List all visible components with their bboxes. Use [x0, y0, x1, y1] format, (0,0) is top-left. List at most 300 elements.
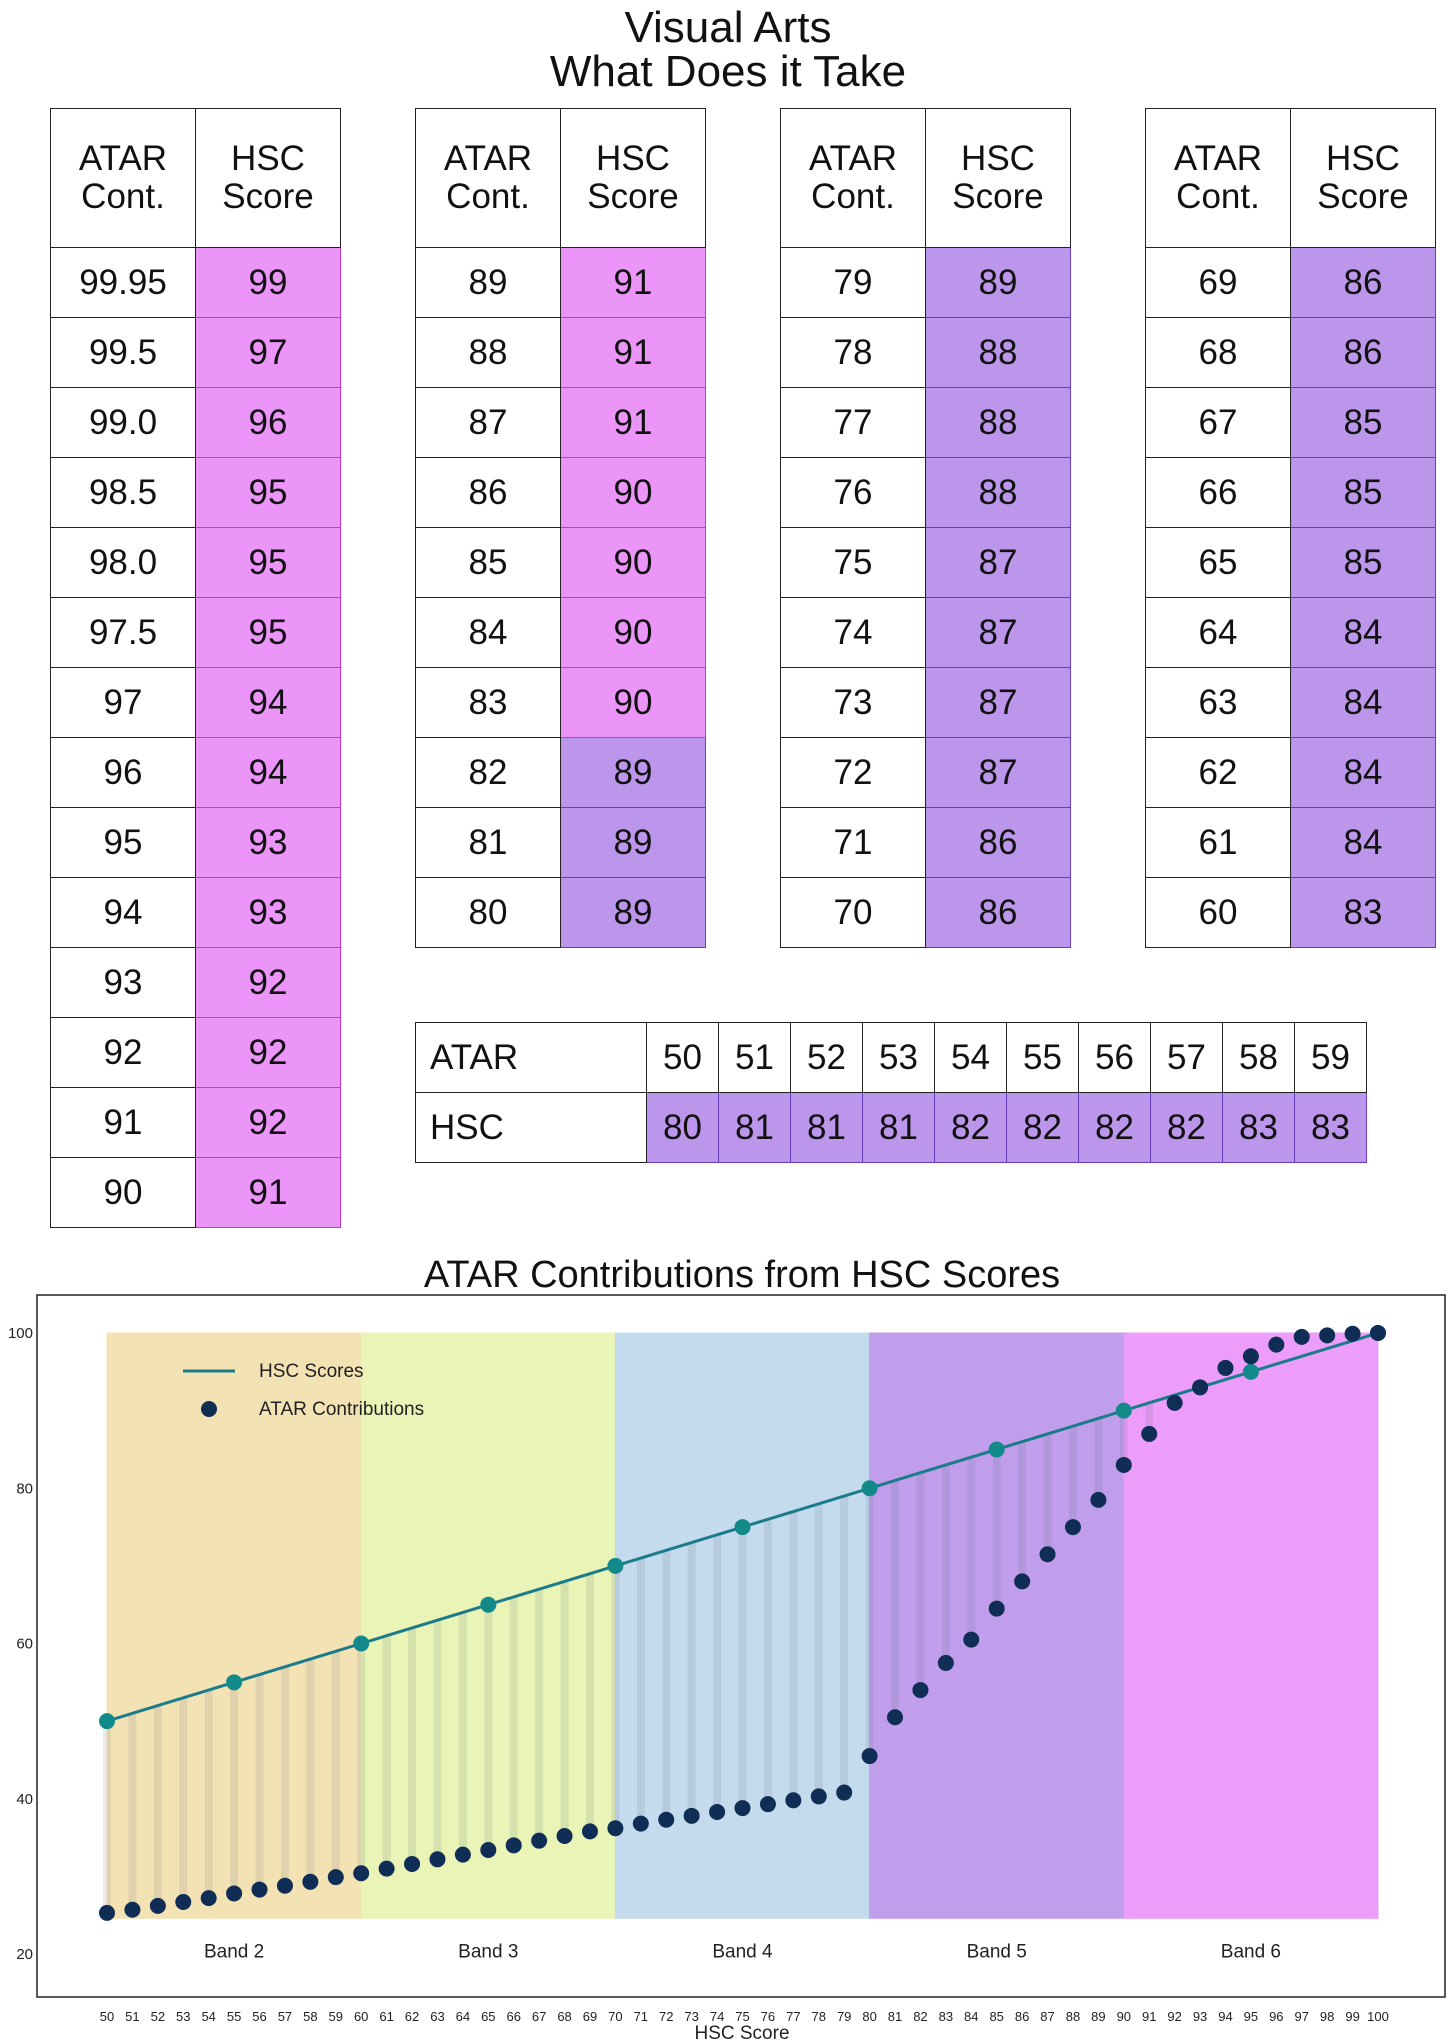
table-row	[1146, 738, 1436, 808]
atar-contribution-point	[201, 1890, 217, 1906]
hsc-cell: 88	[926, 318, 1071, 388]
atar-contribution-point	[709, 1804, 725, 1820]
band-label: Band 5	[966, 1941, 1027, 1963]
band-label: Band 4	[712, 1941, 773, 1963]
atar-cell: 76	[781, 458, 926, 528]
atar-contribution-point	[531, 1833, 547, 1849]
atar-cell: 66	[1146, 458, 1291, 528]
chart-title: ATAR Contributions from HSC Scores	[423, 1254, 1061, 1296]
hsc-cell: 90	[561, 528, 706, 598]
hsc-score-point	[99, 1713, 115, 1729]
atar-contribution-point	[862, 1748, 878, 1764]
atar-contribution-point	[836, 1785, 852, 1801]
atar-cell: 80	[416, 878, 561, 948]
atar-contribution-point	[963, 1632, 979, 1648]
table-row	[781, 878, 1071, 948]
atar-contribution-point	[1268, 1337, 1284, 1353]
gap-bar	[764, 1519, 772, 1804]
x-tick-label: 97	[1294, 2009, 1309, 2024]
atar-contribution-point	[1370, 1325, 1386, 1341]
x-tick-label: 86	[1014, 2009, 1030, 2024]
gap-bar	[713, 1535, 721, 1812]
gap-bar	[1120, 1411, 1128, 1465]
atar-contribution-point	[1217, 1360, 1233, 1376]
table-row	[51, 528, 341, 598]
atar-cell: 68	[1146, 318, 1291, 388]
gap-bar	[815, 1504, 823, 1797]
hsc-cell: 89	[561, 738, 706, 808]
gap-bar	[383, 1636, 391, 1869]
table-row	[781, 388, 1071, 458]
hsc-cell: 99	[196, 248, 341, 318]
hsc-cell: 89	[561, 808, 706, 878]
table-header-row	[781, 109, 1071, 248]
hsc-cell: 87	[926, 738, 1071, 808]
header-hsc-score	[926, 109, 1071, 248]
hsc-cell: 91	[561, 318, 706, 388]
atar-cell: 75	[781, 528, 926, 598]
atar-cell: 99.95	[51, 248, 196, 318]
table-header-row	[416, 109, 706, 248]
gap-bar	[510, 1597, 518, 1845]
table-row	[51, 738, 341, 808]
header-atar-cont	[1146, 109, 1291, 248]
atar-cell: 97	[51, 668, 196, 738]
atar-contributions-chart	[0, 1250, 1456, 2040]
hsc-cell: 89	[561, 878, 706, 948]
atar-cell: 81	[416, 808, 561, 878]
band-region	[1124, 1333, 1378, 1918]
y-tick-label: 40	[16, 1790, 33, 1808]
row-atar-cell: 53	[863, 1023, 935, 1093]
page-title-line1: Visual Arts	[624, 3, 832, 52]
table-row	[51, 808, 341, 878]
atar-cell: 79	[781, 248, 926, 318]
table-row	[416, 598, 706, 668]
gap-bar	[230, 1682, 238, 1893]
atar-cell: 90	[51, 1158, 196, 1228]
gap-bar	[535, 1589, 543, 1841]
header-line: ATAR	[78, 139, 168, 178]
atar-contribution-point	[1167, 1395, 1183, 1411]
gap-bar	[611, 1566, 619, 1828]
atar-cell: 61	[1146, 808, 1291, 878]
table-row	[781, 738, 1071, 808]
row-atar-cell: 50	[647, 1023, 719, 1093]
row-atar-cell: 57	[1151, 1023, 1223, 1093]
atar-contribution-point	[379, 1861, 395, 1877]
table-row	[1146, 318, 1436, 388]
atar-cell: 91	[51, 1088, 196, 1158]
table-row	[781, 248, 1071, 318]
x-tick-label: 85	[989, 2009, 1004, 2024]
hsc-cell: 90	[561, 598, 706, 668]
x-tick-label: 55	[226, 2009, 242, 2024]
atar-cell: 88	[416, 318, 561, 388]
hsc-score-point	[226, 1674, 242, 1690]
header-line: HSC	[1326, 139, 1400, 178]
atar-cell: 99.5	[51, 318, 196, 388]
table-row	[1146, 458, 1436, 528]
table-row	[51, 668, 341, 738]
x-tick-label: 81	[887, 2009, 903, 2024]
gap-bar	[306, 1659, 314, 1882]
header-hsc-score	[561, 109, 706, 248]
atar-contribution-point	[1040, 1546, 1056, 1562]
x-tick-label: 84	[964, 2009, 979, 2024]
legend-hsc-label: HSC Scores	[259, 1361, 364, 1382]
table-row	[51, 1018, 341, 1088]
hsc-score-point	[735, 1519, 751, 1535]
table-row	[1146, 808, 1436, 878]
table-row	[416, 878, 706, 948]
atar-cell: 65	[1146, 528, 1291, 598]
x-tick-label: 77	[786, 2009, 801, 2024]
table-row	[51, 1158, 341, 1228]
hsc-cell: 85	[1291, 388, 1436, 458]
header-line: ATAR	[1173, 139, 1263, 178]
header-line: HSC	[961, 139, 1035, 178]
atar-cell: 84	[416, 598, 561, 668]
hsc-cell: 88	[926, 458, 1071, 528]
x-tick-label: 65	[481, 2009, 496, 2024]
atar-contribution-point	[1141, 1426, 1157, 1442]
hsc-cell: 84	[1291, 668, 1436, 738]
hsc-cell: 94	[196, 738, 341, 808]
gap-bar	[866, 1488, 874, 1756]
table-row	[51, 388, 341, 458]
x-tick-label: 72	[659, 2009, 674, 2024]
x-tick-label: 54	[201, 2009, 216, 2024]
x-tick-label: 93	[1192, 2009, 1208, 2024]
atar-cell: 92	[51, 1018, 196, 1088]
header-line: HSC	[596, 139, 670, 178]
hsc-score-point	[1243, 1364, 1259, 1380]
atar-table-4	[1145, 108, 1436, 948]
atar-contribution-point	[404, 1856, 420, 1872]
gap-bar	[1044, 1434, 1052, 1554]
hsc-cell: 86	[926, 808, 1071, 878]
gap-bar	[1018, 1442, 1026, 1582]
hsc-cell: 86	[926, 878, 1071, 948]
gap-bar	[662, 1550, 670, 1819]
x-tick-label: 95	[1243, 2009, 1259, 2024]
row-hsc-cell: 82	[935, 1093, 1007, 1163]
gap-bar	[1094, 1418, 1102, 1500]
atar-contribution-point	[226, 1885, 242, 1901]
x-tick-label: 89	[1091, 2009, 1106, 2024]
row-atar-cell: 58	[1223, 1023, 1295, 1093]
hsc-cell: 94	[196, 668, 341, 738]
atar-contribution-point	[328, 1869, 344, 1885]
header-line: ATAR	[443, 139, 533, 178]
table-row	[416, 808, 706, 878]
table-row	[781, 598, 1071, 668]
atar-contribution-point	[1192, 1379, 1208, 1395]
header-line: Cont.	[81, 177, 165, 216]
hsc-cell: 95	[196, 458, 341, 528]
atar-contribution-point	[735, 1800, 751, 1816]
atar-cell: 72	[781, 738, 926, 808]
atar-cell: 69	[1146, 248, 1291, 318]
band-label: Band 3	[458, 1941, 519, 1963]
row-hsc-cell: 80	[647, 1093, 719, 1163]
table-row	[51, 1088, 341, 1158]
table-row	[51, 598, 341, 668]
row-atar-cell: 59	[1295, 1023, 1367, 1093]
hsc-score-point	[480, 1597, 496, 1613]
gap-bar	[281, 1667, 289, 1886]
row-hsc-cell: 81	[863, 1093, 935, 1163]
hsc-cell: 87	[926, 598, 1071, 668]
atar-cell: 95	[51, 808, 196, 878]
hsc-cell: 95	[196, 598, 341, 668]
x-tick-label: 59	[328, 2009, 344, 2024]
x-tick-label: 83	[938, 2009, 954, 2024]
hsc-cell: 84	[1291, 808, 1436, 878]
hsc-cell: 89	[926, 248, 1071, 318]
atar-cell: 64	[1146, 598, 1291, 668]
x-tick-label: 50	[99, 2009, 115, 2024]
atar-contribution-point	[760, 1796, 776, 1812]
x-tick-label: 73	[684, 2009, 699, 2024]
atar-contribution-point	[1090, 1492, 1106, 1508]
row-hsc-cell: 82	[1079, 1093, 1151, 1163]
header-atar-cont	[416, 109, 561, 248]
x-tick-label: 53	[176, 2009, 191, 2024]
hsc-score-point	[353, 1636, 369, 1652]
atar-cell: 96	[51, 738, 196, 808]
atar-contribution-point	[353, 1865, 369, 1881]
x-tick-label: 90	[1116, 2009, 1132, 2024]
atar-cell: 67	[1146, 388, 1291, 458]
atar-contribution-point	[1294, 1329, 1310, 1345]
row-atar-cell: 55	[1007, 1023, 1079, 1093]
x-tick-label: 61	[379, 2009, 394, 2024]
legend-atar-label: ATAR Contributions	[259, 1399, 425, 1420]
y-tick-label: 100	[7, 1325, 33, 1342]
atar-cell: 98.0	[51, 528, 196, 598]
atar-cell: 99.0	[51, 388, 196, 458]
atar-contribution-point	[607, 1820, 623, 1836]
table-row	[416, 528, 706, 598]
hsc-score-point	[1116, 1403, 1132, 1419]
x-axis-label: HSC Score	[694, 2023, 790, 2040]
x-tick-label: 66	[506, 2009, 521, 2024]
table-row	[1146, 878, 1436, 948]
x-tick-label: 88	[1065, 2009, 1081, 2024]
atar-cell: 60	[1146, 878, 1291, 948]
hsc-cell: 97	[196, 318, 341, 388]
table-row	[781, 668, 1071, 738]
atar-contribution-point	[455, 1847, 471, 1863]
hsc-cell: 90	[561, 458, 706, 528]
atar-cell: 97.5	[51, 598, 196, 668]
gap-bar	[459, 1612, 467, 1854]
atar-contribution-point	[1319, 1327, 1335, 1343]
x-tick-label: 71	[633, 2009, 649, 2024]
gap-bar	[840, 1496, 848, 1793]
x-tick-label: 92	[1167, 2009, 1182, 2024]
atar-contribution-point	[1243, 1348, 1259, 1364]
x-tick-label: 60	[353, 2009, 369, 2024]
hsc-cell: 91	[561, 388, 706, 458]
header-line: ATAR	[808, 139, 898, 178]
atar-cell: 89	[416, 248, 561, 318]
table-row	[781, 808, 1071, 878]
gap-bar	[891, 1480, 899, 1717]
table-row	[1146, 528, 1436, 598]
x-tick-label: 58	[303, 2009, 318, 2024]
atar-contribution-point	[429, 1851, 445, 1867]
atar-contribution-point	[302, 1874, 318, 1890]
atar-contribution-point	[1116, 1457, 1132, 1473]
x-tick-label: 80	[862, 2009, 877, 2024]
gap-bar	[586, 1574, 594, 1832]
hsc-cell: 92	[196, 948, 341, 1018]
atar-cell: 73	[781, 668, 926, 738]
gap-bar	[688, 1543, 696, 1816]
hsc-cell: 83	[1291, 878, 1436, 948]
table-row	[781, 528, 1071, 598]
x-tick-label: 74	[709, 2009, 725, 2024]
x-tick-label: 51	[125, 2009, 140, 2024]
row-hsc-cell: 83	[1295, 1093, 1367, 1163]
atar-cell: 71	[781, 808, 926, 878]
x-tick-label: 87	[1040, 2009, 1055, 2024]
table-row	[1146, 388, 1436, 458]
x-tick-label: 57	[277, 2009, 293, 2024]
table-row	[416, 248, 706, 318]
hsc-cell: 84	[1291, 738, 1436, 808]
x-tick-label: 56	[252, 2009, 267, 2024]
table-row	[416, 458, 706, 528]
y-tick-label: 20	[16, 1946, 33, 1963]
x-tick-label: 96	[1269, 2009, 1284, 2024]
page-title-line2: What Does it Take	[549, 47, 907, 96]
hsc-cell: 86	[1291, 318, 1436, 388]
hsc-cell: 87	[926, 668, 1071, 738]
gap-bar	[561, 1581, 569, 1836]
x-tick-label: 62	[404, 2009, 420, 2024]
atar-table-1	[50, 108, 341, 1228]
atar-contribution-point	[684, 1808, 700, 1824]
gap-bar	[789, 1512, 797, 1801]
hsc-score-point	[607, 1558, 623, 1574]
table-row	[1146, 598, 1436, 668]
gap-bar	[256, 1675, 264, 1890]
hsc-cell: 88	[926, 388, 1071, 458]
hsc-score-point	[989, 1441, 1005, 1457]
atar-cell: 83	[416, 668, 561, 738]
atar-contribution-point	[124, 1902, 140, 1918]
atar-cell: 74	[781, 598, 926, 668]
gap-bar	[332, 1651, 340, 1877]
header-hsc-score	[196, 109, 341, 248]
gap-bar	[357, 1644, 365, 1874]
x-tick-label: 63	[430, 2009, 445, 2024]
hsc-cell: 84	[1291, 598, 1436, 668]
atar-contribution-point	[506, 1837, 522, 1853]
hsc-cell: 86	[1291, 248, 1436, 318]
hsc-cell: 85	[1291, 458, 1436, 528]
x-tick-label: 70	[608, 2009, 623, 2024]
atar-contribution-point	[1345, 1326, 1361, 1342]
hsc-cell: 90	[561, 668, 706, 738]
atar-contribution-point	[785, 1792, 801, 1808]
row-atar-cell: 51	[719, 1023, 791, 1093]
row-table-hsc	[416, 1093, 1367, 1163]
atar-contribution-point	[277, 1878, 293, 1894]
row-atar-cell: 56	[1079, 1023, 1151, 1093]
table-row	[416, 668, 706, 738]
header-line: Cont.	[811, 177, 895, 216]
hsc-cell: 87	[926, 528, 1071, 598]
atar-table-2	[415, 108, 706, 948]
header-line: HSC	[231, 139, 305, 178]
hsc-cell: 85	[1291, 528, 1436, 598]
atar-cell: 85	[416, 528, 561, 598]
gap-bar	[942, 1465, 950, 1663]
gap-bar	[739, 1527, 747, 1808]
y-tick-label: 80	[16, 1480, 33, 1498]
table-header-row	[1146, 109, 1436, 248]
atar-cell: 98.5	[51, 458, 196, 528]
hsc-cell: 92	[196, 1018, 341, 1088]
hsc-score-point	[862, 1480, 878, 1496]
row-table-hsc-label: HSC	[416, 1093, 647, 1163]
gap-bar	[179, 1698, 187, 1902]
atar-contribution-point	[938, 1655, 954, 1671]
atar-contribution-point	[150, 1898, 166, 1914]
gap-bar	[103, 1721, 111, 1913]
atar-cell: 82	[416, 738, 561, 808]
atar-contribution-point	[811, 1788, 827, 1804]
row-atar-cell: 52	[791, 1023, 863, 1093]
x-tick-label: 78	[811, 2009, 826, 2024]
hsc-cell: 95	[196, 528, 341, 598]
atar-row-table	[415, 1022, 1367, 1163]
x-tick-label: 52	[150, 2009, 166, 2024]
atar-cell: 86	[416, 458, 561, 528]
header-line: Cont.	[446, 177, 530, 216]
atar-contribution-point	[1014, 1573, 1030, 1589]
gap-bar	[967, 1457, 975, 1639]
x-tick-label: 98	[1319, 2009, 1335, 2024]
atar-cell: 94	[51, 878, 196, 948]
atar-contribution-point	[99, 1905, 115, 1921]
header-atar-cont	[781, 109, 926, 248]
table-row	[51, 878, 341, 948]
hsc-cell: 92	[196, 1088, 341, 1158]
row-table-atar-label: ATAR	[416, 1023, 647, 1093]
header-line: Score	[952, 177, 1044, 216]
x-tick-label: 82	[913, 2009, 928, 2024]
x-tick-label: 94	[1218, 2009, 1233, 2024]
x-tick-label: 100	[1367, 2009, 1389, 2024]
gap-bar	[154, 1706, 162, 1906]
gap-bar	[916, 1473, 924, 1690]
table-row	[1146, 668, 1436, 738]
gap-bar	[408, 1628, 416, 1864]
atar-contribution-point	[582, 1823, 598, 1839]
row-hsc-cell: 82	[1151, 1093, 1223, 1163]
table-row	[51, 248, 341, 318]
table-row	[416, 388, 706, 458]
atar-contribution-point	[912, 1682, 928, 1698]
atar-table-3	[780, 108, 1071, 948]
header-line: Score	[222, 177, 314, 216]
